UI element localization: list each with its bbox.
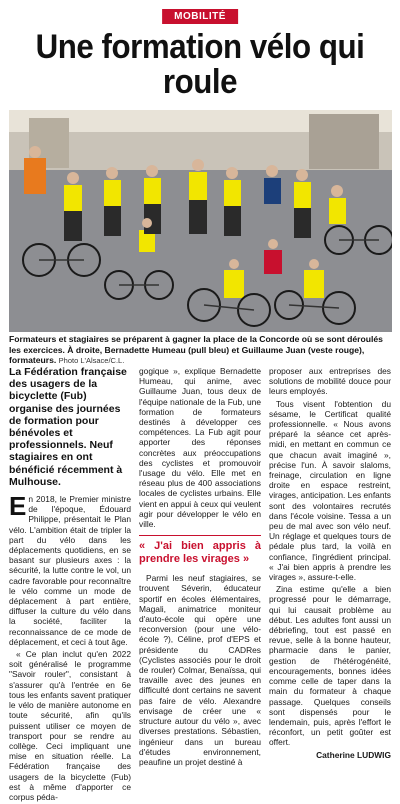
photo-credit: Photo L'Alsace/C.L. bbox=[58, 356, 125, 365]
article-column-2 bbox=[139, 366, 261, 769]
article-headline: Une formation vélo qui roule bbox=[35, 28, 365, 101]
article-photo bbox=[9, 110, 392, 332]
section-rubric: MOBILITÉ bbox=[162, 9, 238, 24]
article-paragraph: proposer aux entreprises des solutions de mobilité douce pour leurs employés. bbox=[269, 366, 391, 397]
article-column-3 bbox=[269, 366, 391, 760]
article-column-1 bbox=[9, 366, 131, 804]
article-lead: La Fédération française des usagers de la bicyclette (Fub) organise des journées de formation pour bénévoles et professionnels. Neuf stagiaires en ont bénéficié récemment à Mulhouse. bbox=[9, 366, 127, 488]
drop-cap: E bbox=[9, 491, 27, 522]
article-paragraph: « Ce plan inclut qu'en 2022 soit généralisé le programme "Savoir rouler", consistant à s'assurer qu'à l'entrée en 6e tous les enfants savent pratiquer le vélo de manière autonome en toute sécurité, afin qu'ils puissent utiliser ce moyen de transport pour se rendre au collège. Ceci impliquant une mise en situation réelle. La Fédération française des usagers de la bicyclette (Fub) est à même d'apporter ce corpus péda- bbox=[9, 649, 131, 802]
article-paragraph: Tous visent l'obtention du sésame, le Certificat qualité professionnelle. « Nous avons préparé la séance cet après-midi, en mettant en commun ce que chacun avait imaginé », précise l'un. À savoir slaloms, freinage, circulation en ligne droite en espace restreint, virages, anticipation. Les enfants sont des volontaires recrutés dans l'école voisine. Tessa a un peu de mal avec son vélo neuf. Un réglage et quelques tours de pédale plus tard, la voilà en confiance, l'ingrédient principal. « J'ai bien appris à prendre les virages », assure-t-elle. bbox=[269, 398, 391, 583]
photo-illustration bbox=[9, 110, 392, 332]
article-paragraph: En 2018, le Premier ministre de l'époque, Édouard Philippe, présentait le Plan vélo. L'ambition était de tripler la part du vélo dans les déplacements quotidiens, en se basant sur plusieurs axes : la sécurité, la lutte contre le vol, un cadre favorable pour reconnaître le vélo comme un mode de déplacement à part entière, diffuser la culture du vélo dans la société, faciliter la reconnaissance de ce mode de déplacement, et ceci à tout âge. bbox=[9, 491, 131, 647]
article-paragraph: gogique », explique Bernadette Humeau, qui anime, avec Guillaume Juan, tous deux de l'équipe nationale de la Fub, une formation de formateurs destinés à développer ces compétences. La Fub agit pour apporter des réponses concrètes aux préoccupations des cyclistes et promouvoir l'usage du vélo. Elle met en réseau plus de 400 associations locales de cyclistes urbains. Elle vient en appui à ceux qui veulent agir pour développer le vélo en ville. bbox=[139, 366, 261, 530]
pull-quote: « J'ai bien appris à prendre les virages » bbox=[139, 535, 261, 565]
article-paragraph: Parmi les neuf stagiaires, se trouvent Séverin, éducateur sportif en écoles élémentaires, Magali, animatrice moniteur d'auto-école qui opère une reconversion (pour une vélo-école ?), Céline, prof d'EPS et présidente du CADRes (Cyclistes associés pour le droit de rouler) Colmar, Benaïssa, qui travaille avec des jeunes en difficulté dont certains ne savent pas faire de vélo. Alexandre envisage de créer une « structure autour du vélo », avec diverses prestations. Sébastien, ingénieur dans un bureau d'études environnement, peaufine un projet destiné à bbox=[139, 573, 261, 767]
caption-text: Formateurs et stagiaires se préparent à gagner la place de la Concorde où se sont déroulés les exercices. À droite, Bernadette Humeau (pull bleu) et Guillaume Juan (veste rouge), formateurs. bbox=[9, 334, 383, 365]
article-author: Catherine LUDWIG bbox=[316, 749, 391, 760]
photo-caption bbox=[9, 334, 392, 367]
article-paragraph: Zina estime qu'elle a bien progressé pour le démarrage, qui lui causait problème au début. Les adultes font aussi un débriefing, tout est passé en revue, selle à la bonne hauteur, pharmacie dans le panier, gestion de l'hétérogénéité, encouragements, bonnes idées comme celle de taper dans la main du formateur à chaque passage. Quelques conseils sont dispensés pour le lendemain, puis, après l'effort le réconfort, un petit goûter est offert. bbox=[269, 584, 391, 748]
